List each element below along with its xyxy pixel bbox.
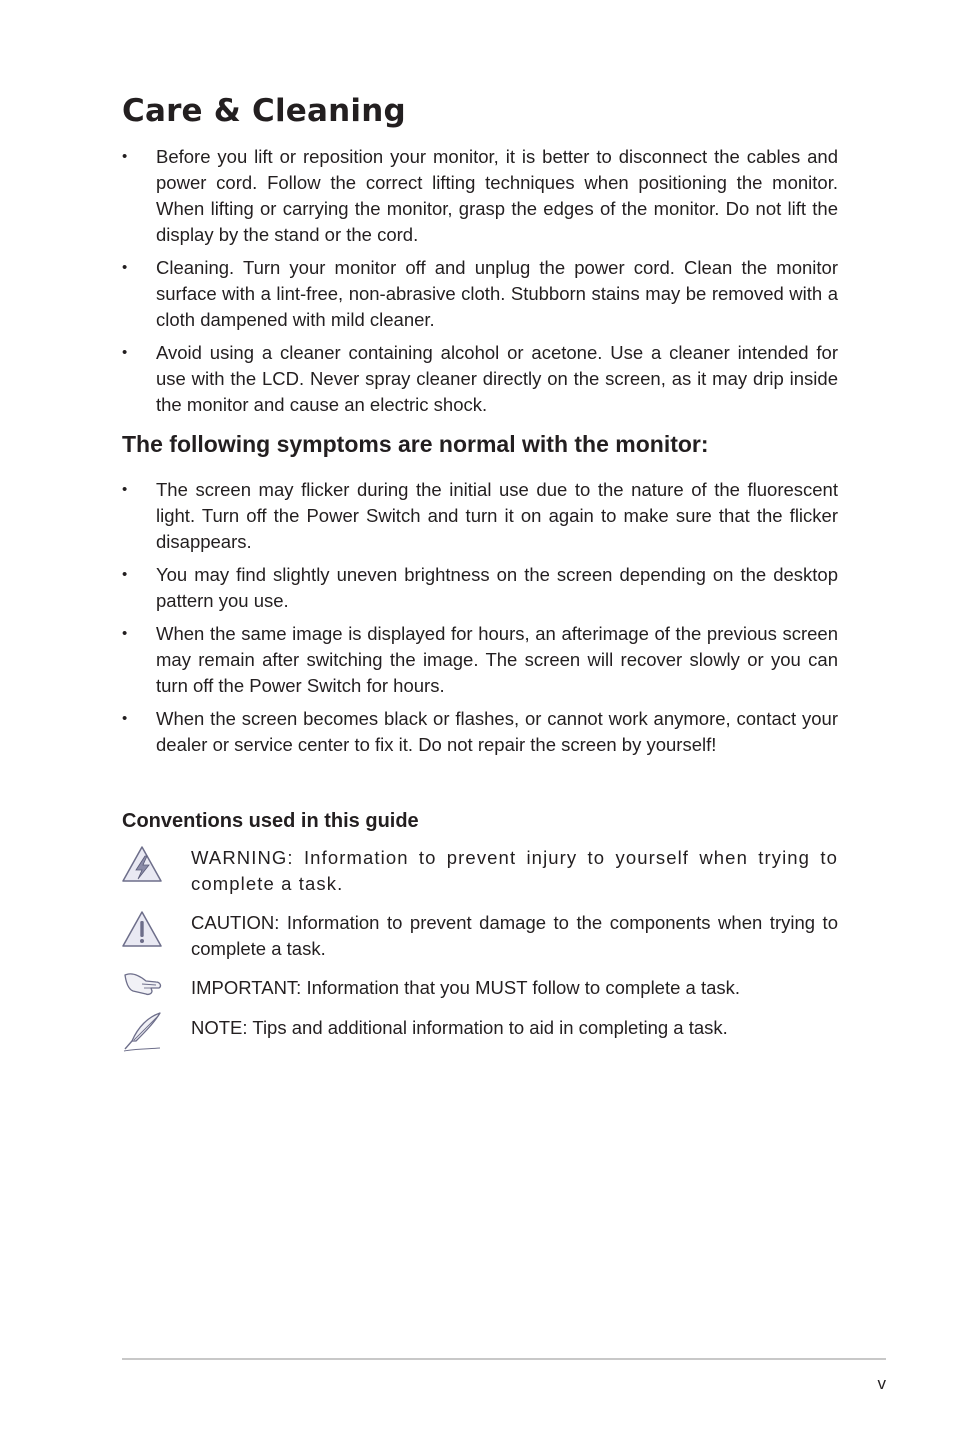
list-item-text: Cleaning. Turn your monitor off and unplug the power cord. Clean the monitor surface with a lint-free, non-abrasive cloth. Stubborn stains may be removed with a cloth dampened with mild cleaner.: [156, 257, 838, 330]
caution-icon: [122, 910, 164, 952]
bullet-icon: •: [122, 344, 128, 361]
conventions-heading: Conventions used in this guide: [122, 810, 419, 832]
list-item-text: When the same image is displayed for hours, an afterimage of the previous screen may remain after switching the image. The screen will recover slowly or you can turn off the Power Switch for hours.: [156, 623, 838, 696]
list-item-text: Avoid using a cleaner containing alcohol or acetone. Use a cleaner intended for use with the LCD. Never spray cleaner directly on the screen, as it may drip inside the monitor and cause an electric shock.: [156, 342, 838, 415]
bullet-icon: •: [122, 259, 128, 276]
page-number: v: [877, 1374, 886, 1393]
care-list: [122, 144, 838, 425]
list-item: [122, 706, 838, 758]
convention-text: CAUTION: Information to prevent damage to the components when trying to complete a task.: [191, 912, 838, 959]
symptoms-heading: The following symptoms are normal with the monitor:: [122, 431, 709, 457]
list-item: [122, 621, 838, 699]
convention-text: NOTE: Tips and additional information to aid in completing a task.: [191, 1017, 728, 1038]
list-item: [122, 562, 838, 614]
important-hand-icon: [122, 967, 164, 1009]
list-item: [122, 255, 838, 333]
list-item: [122, 477, 838, 555]
page-title: Care & Cleaning: [122, 93, 406, 129]
bullet-icon: •: [122, 481, 128, 498]
convention-text: WARNING: Information to prevent injury to yourself when trying to complete a task.: [191, 847, 838, 894]
list-item: [122, 340, 838, 418]
bullet-icon: •: [122, 566, 128, 583]
list-item-text: When the screen becomes black or flashes, or cannot work anymore, contact your dealer or service center to fix it. Do not repair the screen by yourself!: [156, 708, 838, 755]
bullet-icon: •: [122, 710, 128, 727]
list-item-text: Before you lift or reposition your monitor, it is better to disconnect the cables and power cord. Follow the correct lifting techniques when positioning the monitor. When lifting or carrying the monitor, grasp the edges of the monitor. Do not lift the display by the stand or the cord.: [156, 146, 838, 245]
bullet-icon: •: [122, 625, 128, 642]
list-item: [122, 144, 838, 248]
warning-icon: [122, 845, 164, 887]
list-item-text: The screen may flicker during the initial use due to the nature of the fluorescent light. Turn off the Power Switch and turn it on again to make sure that the flicker disappears.: [156, 479, 838, 552]
footer-divider: [122, 1358, 886, 1360]
convention-text: IMPORTANT: Information that you MUST follow to complete a task.: [191, 977, 741, 998]
symptoms-list: [122, 477, 838, 765]
bullet-icon: •: [122, 148, 128, 165]
list-item-text: You may find slightly uneven brightness on the screen depending on the desktop pattern you use.: [156, 564, 838, 611]
note-quill-icon: [122, 1011, 164, 1053]
